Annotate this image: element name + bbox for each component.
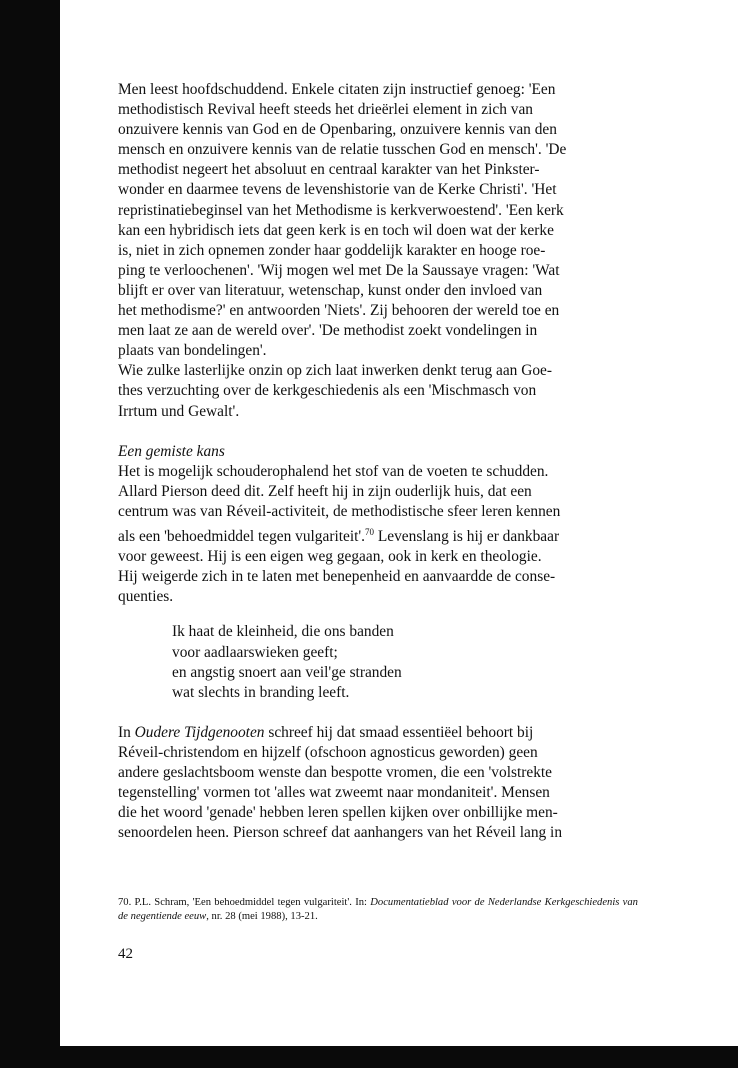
text-line: Men leest hoofdschuddend. Enkele citaten zijn instructief genoeg: 'Een	[118, 81, 556, 98]
text-line	[118, 723, 638, 743]
footnote-journal-title: Nederlandse Kerkgeschiedenis van de negentiende eeuw	[118, 897, 638, 923]
paragraph-1	[118, 80, 638, 361]
text-line: men laat ze aan de wereld over'. 'De methodist zoekt vondelingen in	[118, 322, 538, 340]
poem-quote	[172, 622, 638, 702]
text-line: Het is mogelijk schouderophalend het stof van de voeten te schudden.	[118, 462, 549, 480]
page-body	[118, 80, 638, 843]
footnote	[118, 896, 638, 925]
text-line: die het woord 'genade' hebben leren spellen kijken over onbillijke men-	[118, 804, 558, 822]
text-line: Réveil-christendom en hijzelf (ofschoon agnosticus geworden) geen	[118, 743, 538, 761]
text-line: onzuivere kennis van God en de Openbaring, onzuivere kennis van den	[118, 121, 557, 139]
section-heading: Een gemiste kans	[118, 442, 225, 460]
text-line: Allard Pierson deed dit. Zelf heeft hij in zijn ouderlijk huis, dat een	[118, 482, 532, 500]
text-segment: schreef hij dat smaad essentiëel behoort bij	[264, 723, 534, 741]
text-segment: Levenslang is hij er dankbaar	[374, 528, 560, 546]
poem-line: voor aadlaarswieken geeft;	[172, 643, 338, 661]
poem-line: wat slechts in branding leeft.	[172, 683, 350, 701]
text-line: kan een hybridisch iets dat geen kerk is en toch wil doen wat der kerke	[118, 221, 554, 239]
text-line: wonder en daarmee tevens de levenshistorie van de Kerke Christi'. 'Het	[118, 181, 557, 199]
text-line: is, niet in zich opnemen zonder haar goddelijk karakter en hooge roe-	[118, 241, 546, 259]
text-segment: In	[118, 723, 135, 741]
text-line: quenties.	[118, 588, 174, 606]
scan-border-bottom	[0, 1046, 738, 1068]
footnote-journal-title: Documentatieblad voor de	[370, 897, 485, 908]
text-line: thes verzuchting over de kerkgeschiedenis als een 'Mischmasch von	[118, 382, 537, 400]
text-line: methodist negeert het absoluut en centraal karakter van het Pinkster-	[118, 161, 540, 179]
text-line: senoordelen heen. Pierson schreef dat aanhangers van het Réveil lang in	[118, 824, 563, 842]
text-line: andere geslachtsboom wenste dan bespotte vromen, die een 'volstrekte	[118, 764, 552, 782]
text-line: blijft er over van literatuur, wetenschap, kunst onder den invloed van	[118, 281, 543, 299]
text-line: Irrtum und Gewalt'.	[118, 402, 240, 420]
scan-border-left	[0, 0, 60, 1068]
text-line	[118, 522, 638, 547]
text-line: Hij weigerde zich in te laten met benepenheid en aanvaardde de conse-	[118, 568, 556, 586]
footnote-text: 70. P.L. Schram, 'Een behoedmiddel tegen vulgariteit'. In:	[118, 897, 371, 908]
text-segment: als een 'behoedmiddel tegen vulgariteit'.	[118, 528, 366, 546]
paragraph-4	[118, 723, 638, 844]
text-line: methodistisch Revival heeft steeds het drieërlei element in zich van	[118, 101, 533, 119]
footnote-text: , nr. 28 (mei 1988), 13-21.	[206, 911, 318, 923]
text-line: het methodisme?' en antwoorden 'Niets'. Zij behooren der wereld toe en	[118, 302, 560, 320]
poem-line: en angstig snoert aan veil'ge stranden	[172, 663, 402, 681]
paragraph-3	[118, 462, 638, 608]
text-line: plaats van bondelingen'.	[118, 342, 267, 360]
page-number: 42	[118, 946, 133, 962]
text-line: Wie zulke lasterlijke onzin op zich laat inwerken denkt terug aan Goe-	[118, 362, 552, 380]
footnote-reference[interactable]: 70	[365, 526, 375, 537]
text-line: repristinatiebeginsel van het Methodisme is kerkverwoestend'. 'Een kerk	[118, 201, 564, 219]
paragraph-2	[118, 361, 638, 421]
text-line: centrum was van Réveil-activiteit, de methodistische sfeer leren kennen	[118, 502, 561, 520]
text-line: ping te verloochenen'. 'Wij mogen wel met De la Saussaye vragen: 'Wat	[118, 261, 560, 279]
poem-line: Ik haat de kleinheid, die ons banden	[172, 623, 394, 641]
text-line: tegenstelling' vormen tot 'alles wat zweemt naar mondaniteit'. Mensen	[118, 784, 550, 802]
text-line: mensch en onzuivere kennis van de relatie tusschen God en mensch'. 'De	[118, 141, 567, 159]
text-line: voor geweest. Hij is een eigen weg gegaan, ook in kerk en theologie.	[118, 548, 542, 566]
book-title: Oudere Tijdgenooten	[134, 723, 265, 741]
